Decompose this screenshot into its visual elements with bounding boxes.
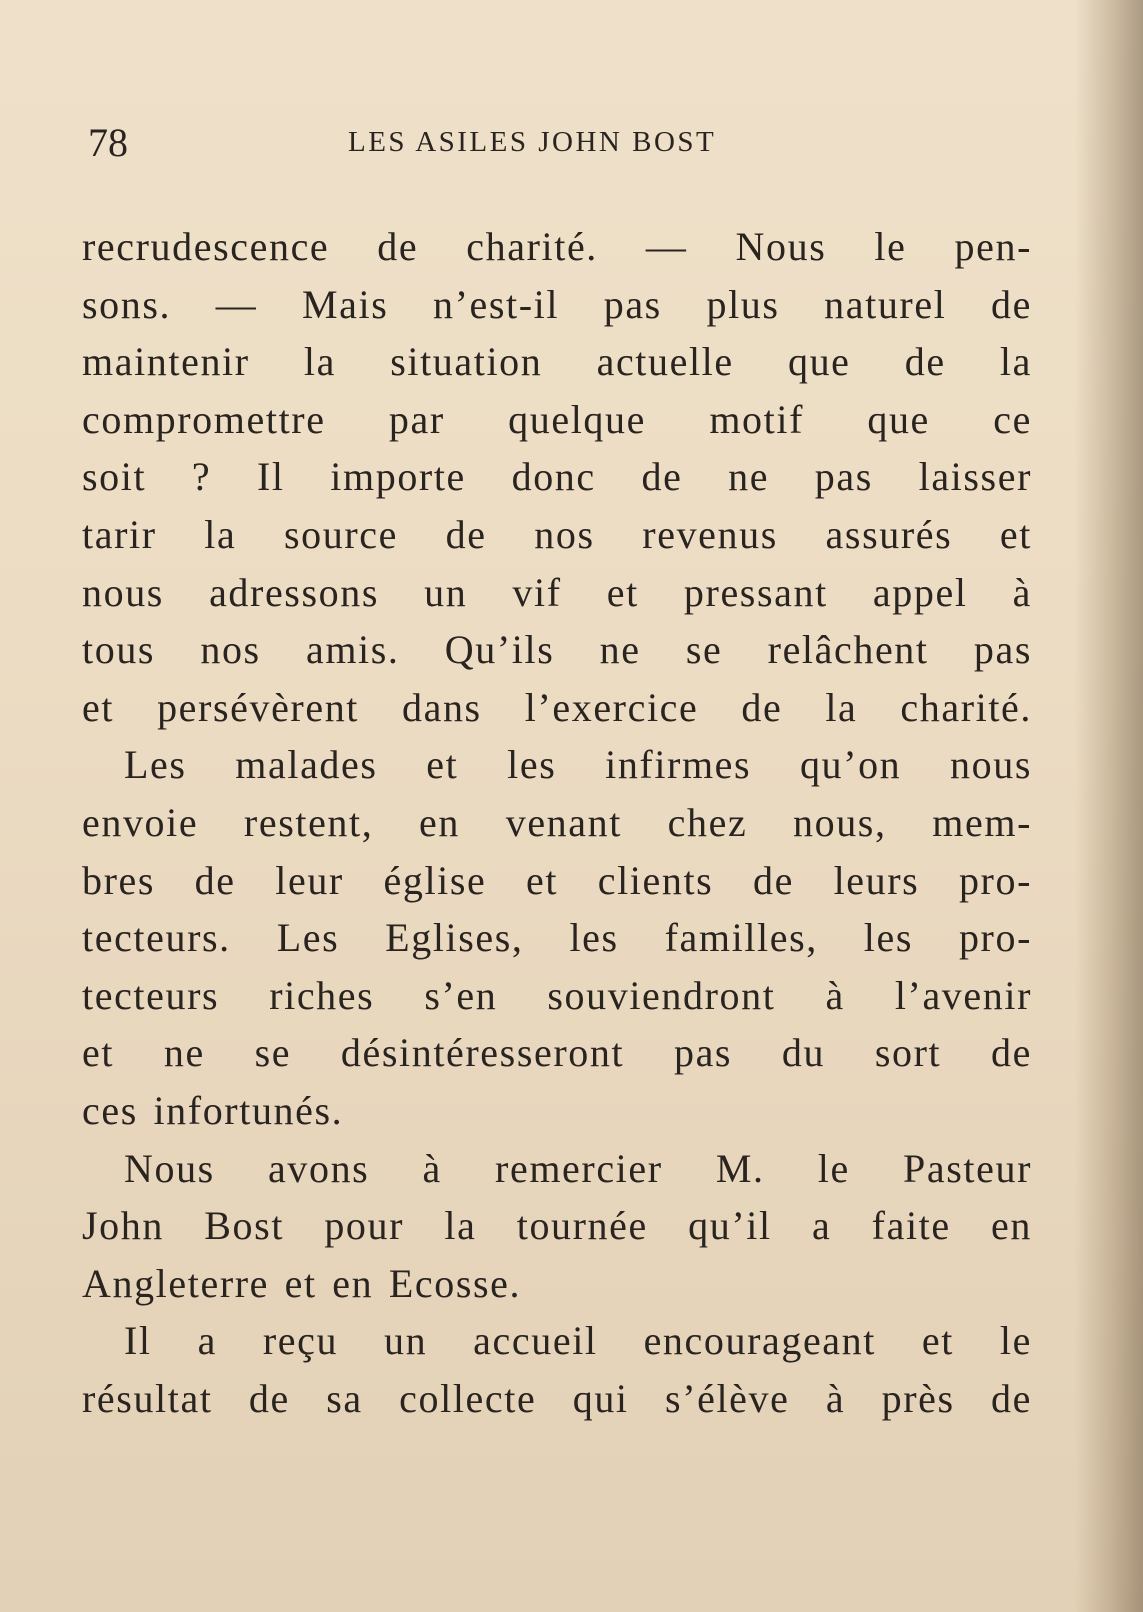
text-line: John Bost pour la tournée qu’il a faite en — [82, 1203, 1032, 1249]
text-line: tecteurs riches s’en souviendront à l’avenir — [82, 972, 1032, 1018]
text-line: recrudescence de charité. — Nous le pen- — [82, 224, 1032, 269]
page-number: 78 — [88, 120, 128, 165]
text-line: tous nos amis. Qu’ils ne se relâchent pas — [82, 627, 1032, 673]
text-line: maintenir la situation actuelle que de la — [82, 339, 1032, 385]
running-head: LES ASILES JOHN BOST — [348, 126, 717, 158]
text-line: Nous avons à remercier M. le Pasteur — [124, 1145, 1032, 1191]
text-line: ces infortunés. — [82, 1087, 344, 1133]
text-line: Angleterre et en Ecosse. — [82, 1260, 522, 1306]
text-line: et persévèrent dans l’exercice de la charité. — [82, 684, 1032, 730]
text-line: tecteurs. Les Eglises, les familles, les pro- — [82, 915, 1032, 961]
text-line: résultat de sa collecte qui s’élève à près de — [82, 1375, 1032, 1421]
body-text — [82, 218, 1032, 1427]
text-line: soit ? Il importe donc de ne pas laisser — [82, 454, 1032, 500]
text-line: Les malades et les infirmes qu’on nous — [124, 742, 1032, 788]
text-line: compromettre par quelque motif que ce — [82, 396, 1032, 442]
page-header — [88, 118, 1028, 168]
text-line: et ne se désintéresseront pas du sort de — [82, 1030, 1032, 1076]
text-line: sons. — Mais n’est-il pas plus naturel de — [82, 281, 1032, 327]
text-line: envoie restent, en venant chez nous, mem- — [82, 799, 1032, 845]
text-line: bres de leur église et clients de leurs pro- — [82, 857, 1032, 903]
text-line: nous adressons un vif et pressant appel à — [82, 569, 1032, 615]
text-line: tarir la source de nos revenus assurés et — [82, 511, 1032, 557]
text-line: Il a reçu un accueil encourageant et le — [124, 1318, 1032, 1364]
